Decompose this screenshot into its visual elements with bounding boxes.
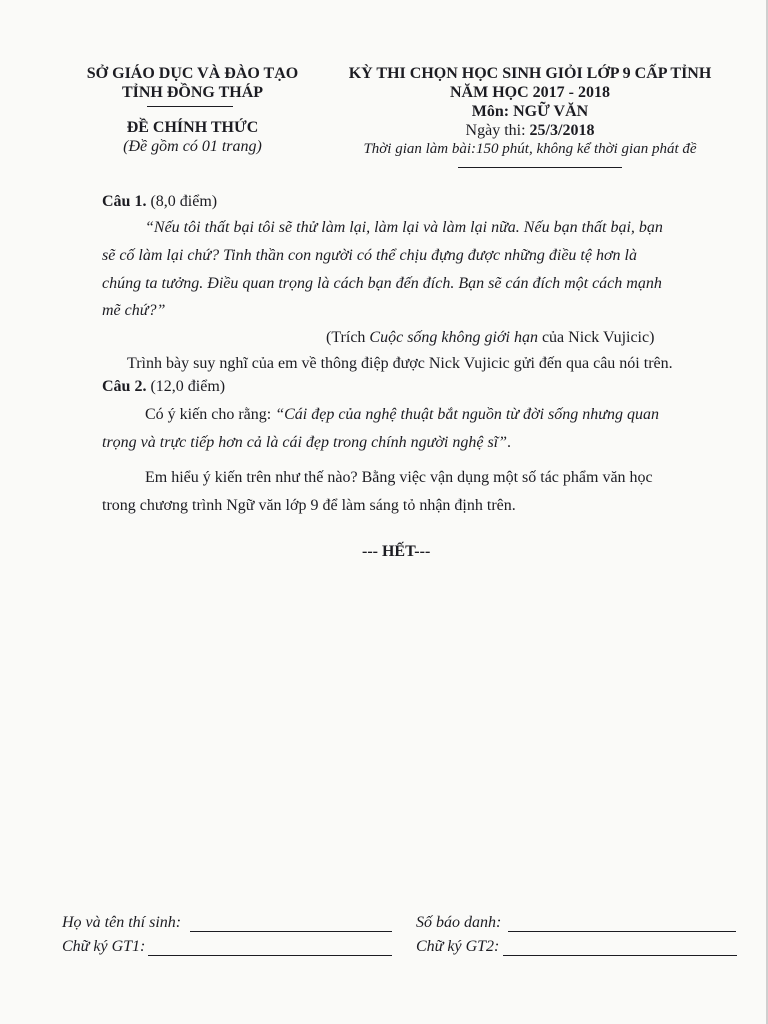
header-left bbox=[60, 64, 325, 156]
official-label: ĐỀ CHÍNH THỨC bbox=[126, 119, 259, 136]
question-2-points: (12,0 điểm) bbox=[146, 378, 226, 395]
candidate-name-label: Họ và tên thí sinh: bbox=[62, 914, 182, 931]
question-2-heading bbox=[102, 378, 225, 396]
q2-task-line-1: Em hiểu ý kiến trên như thế nào? Bằng việc vận dụng một số tác phẩm văn học bbox=[145, 469, 653, 486]
quote-source bbox=[326, 329, 654, 347]
subject: Môn: NGỮ VĂN bbox=[471, 103, 589, 120]
source-suffix: của Nick Vujicic) bbox=[537, 329, 655, 346]
quote-line-2: sẽ cố làm lại chứ? Tinh thần con người có thể chịu đựng được những điều tệ hơn là bbox=[102, 247, 637, 264]
quote-line-3: chúng ta tưởng. Điều quan trọng là cách bạn đến đích. Bạn sẽ cán đích một cách mạnh bbox=[102, 275, 662, 292]
q2-line-2-quote: trọng và trực tiếp hơn cả là cái đẹp trong chính người nghệ sĩ” bbox=[102, 434, 508, 451]
question-1-task: Trình bày suy nghĩ của em về thông điệp được Nick Vujicic gửi đến qua câu nói trên. bbox=[127, 355, 673, 372]
header-right bbox=[330, 64, 730, 159]
quote-line-4: mẽ chứ?” bbox=[102, 302, 166, 319]
exam-title: KỲ THI CHỌN HỌC SINH GIỎI LỚP 9 CẤP TỈNH bbox=[348, 65, 712, 82]
q2-task-line-2: trong chương trình Ngữ văn lớp 9 để làm sáng tỏ nhận định trên. bbox=[102, 497, 516, 514]
question-2-title: Câu 2. bbox=[102, 378, 147, 395]
q2-line-1-quote: “Cái đẹp của nghệ thuật bắt nguồn từ đời sống nhưng quan bbox=[275, 406, 659, 423]
q2-line-2 bbox=[102, 434, 511, 452]
q2-line-1-prefix: Có ý kiến cho rằng: bbox=[145, 406, 276, 423]
exam-date-label: Ngày thi: bbox=[465, 122, 530, 139]
end-mark: --- HẾT--- bbox=[362, 543, 431, 560]
candidate-id-line[interactable] bbox=[508, 931, 736, 932]
header-left-rule bbox=[147, 106, 233, 107]
source-title: Cuộc sống không giới hạn bbox=[369, 329, 538, 346]
school-year: NĂM HỌC 2017 - 2018 bbox=[450, 84, 610, 101]
supervisor-2-signature-label: Chữ ký GT2: bbox=[416, 938, 500, 955]
question-1-heading bbox=[102, 193, 217, 211]
time-note: Thời gian làm bài:150 phút, không kể thời gian phát đề bbox=[363, 141, 697, 157]
province-name: TỈNH ĐỒNG THÁP bbox=[121, 84, 264, 101]
exam-date bbox=[330, 121, 730, 140]
supervisor-2-signature-line[interactable] bbox=[503, 955, 737, 956]
pages-note: (Đề gồm có 01 trang) bbox=[123, 138, 262, 155]
department-name: SỞ GIÁO DỤC VÀ ĐÀO TẠO bbox=[86, 65, 299, 82]
candidate-id-label: Số báo danh: bbox=[416, 914, 502, 931]
quote-line-1: “Nếu tôi thất bại tôi sẽ thử làm lại, làm lại và làm lại nữa. Nếu bạn thất bại, bạn bbox=[145, 219, 663, 236]
supervisor-1-signature-line[interactable] bbox=[148, 955, 392, 956]
question-1-title: Câu 1. bbox=[102, 193, 147, 210]
candidate-name-line[interactable] bbox=[190, 931, 392, 932]
source-prefix: (Trích bbox=[326, 329, 370, 346]
supervisor-1-signature-label: Chữ ký GT1: bbox=[62, 938, 146, 955]
q2-line-2-end: . bbox=[507, 434, 512, 451]
exam-date-value: 25/3/2018 bbox=[529, 122, 595, 139]
q2-line-1 bbox=[145, 406, 659, 424]
question-1-points: (8,0 điểm) bbox=[146, 193, 218, 210]
header-right-rule bbox=[458, 167, 622, 168]
